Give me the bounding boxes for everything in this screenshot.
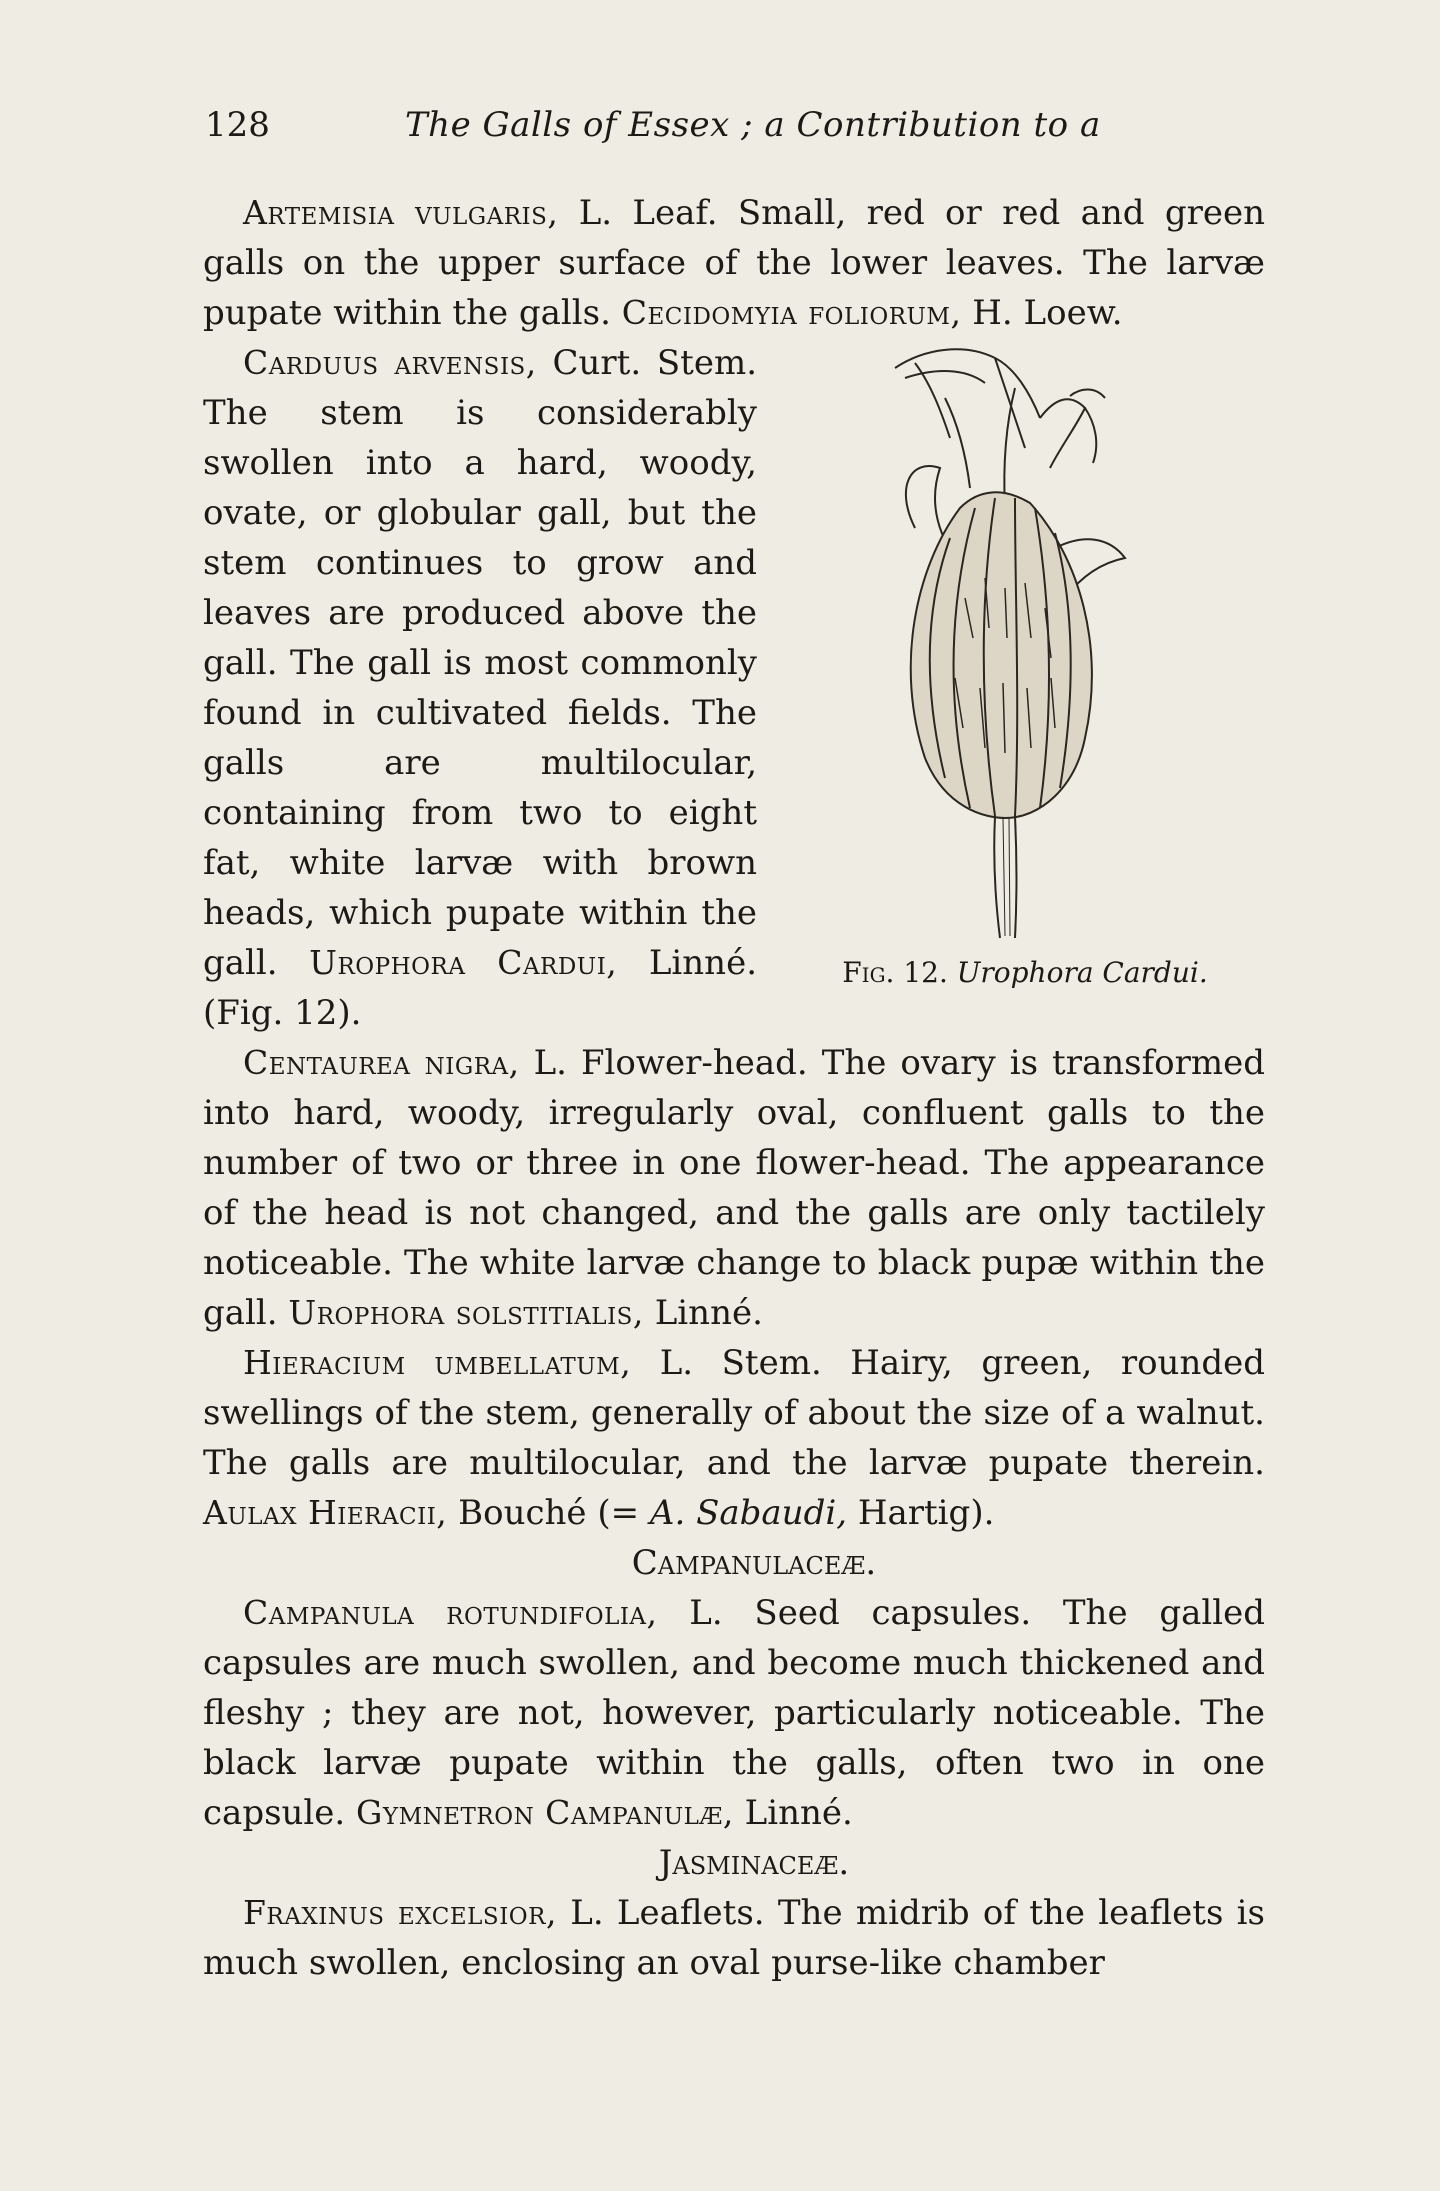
entry-tail-a: Bouché (=: [447, 1493, 650, 1533]
entry-text: L. Seed capsules. The galled capsules are much swollen, and become much thickened and fleshy ; they are not, however, particularly noticeable. The black larvæ pupate within the galls, often two in one capsule.: [203, 1593, 1265, 1833]
species-name: Artemisia vulgaris,: [243, 193, 559, 232]
species-name: Hieracium umbellatum,: [243, 1343, 632, 1382]
family-heading-jasminaceae: Jasminaceæ.: [658, 1843, 850, 1883]
species-name: Fraxinus excelsior,: [243, 1893, 557, 1932]
figure-caption-text: Urophora Cardui.: [956, 956, 1208, 989]
entry-campanula: [203, 1588, 1265, 1838]
entry-artemisia: [203, 188, 1265, 338]
family-heading-campanulaceae: Campanulaceæ.: [631, 1543, 877, 1583]
entry-centaurea: [203, 1038, 1265, 1338]
insect-name: Urophora Cardui,: [309, 943, 618, 982]
entry-fraxinus: [203, 1888, 1265, 1988]
page-number: 128: [205, 105, 270, 145]
insect-name: Cecidomyia foliorum,: [621, 293, 962, 332]
entry-text: L. Leaflets. The midrib of the leaflets is much swollen, enclosing an oval purse-like chamber: [203, 1893, 1266, 1983]
figure-caption: [785, 948, 1265, 998]
species-name: Campanula rotundifolia,: [243, 1593, 658, 1632]
entry-tail: Linné.: [643, 1293, 763, 1333]
entry-tail-b: Hartig).: [847, 1493, 995, 1533]
synonym-name: A. Sabaudi,: [649, 1493, 848, 1533]
insect-name: Gymnetron Campanulæ,: [356, 1793, 734, 1832]
entry-tail: Linné.: [733, 1793, 853, 1833]
insect-name: Aulax Hieracii,: [203, 1493, 448, 1532]
entry-text: Curt. Stem. The stem is considerably swollen into a hard, woody, ovate, or globular gall, but the stem continues to grow and leaves are produced above the gall. The gall is most commonly found in cultivated fields. The galls are multilocular, containing from two to eight fat, white larvæ with brown heads, which pupate within the gall.: [203, 343, 757, 983]
running-title: The Galls of Essex ; a Contribution to a: [405, 105, 1101, 145]
entry-tail: H. Loew.: [961, 293, 1123, 333]
entry-tail: Linné. (Fig. 12).: [203, 943, 758, 1033]
figure-12: [785, 338, 1265, 998]
entry-text: L. Flower-head. The ovary is transformed into hard, woody, irregularly oval, confluent galls to the number of two or three in one flower-head. The appearance of the head is not changed, and the galls are only tactilely noticeable. The white larvæ change to black pupæ within the gall.: [203, 1043, 1266, 1333]
page-body: [203, 188, 1265, 1988]
insect-name: Urophora solstitialis,: [288, 1293, 644, 1332]
entry-hieracium: [203, 1338, 1265, 1538]
entry-text: L. Stem. Hairy, green, rounded swellings of the stem, generally of about the size of a walnut. The galls are multilocular, and the larvæ pupate therein.: [203, 1343, 1265, 1483]
entry-text: L. Leaf. Small, red or red and green galls on the upper surface of the lower leaves. The larvæ pupate within the galls.: [203, 193, 1265, 333]
species-name: Centaurea nigra,: [243, 1043, 520, 1082]
gall-illustration: [855, 338, 1155, 948]
species-name: Carduus arvensis,: [243, 343, 537, 382]
figure-label: Fig. 12.: [842, 956, 948, 989]
